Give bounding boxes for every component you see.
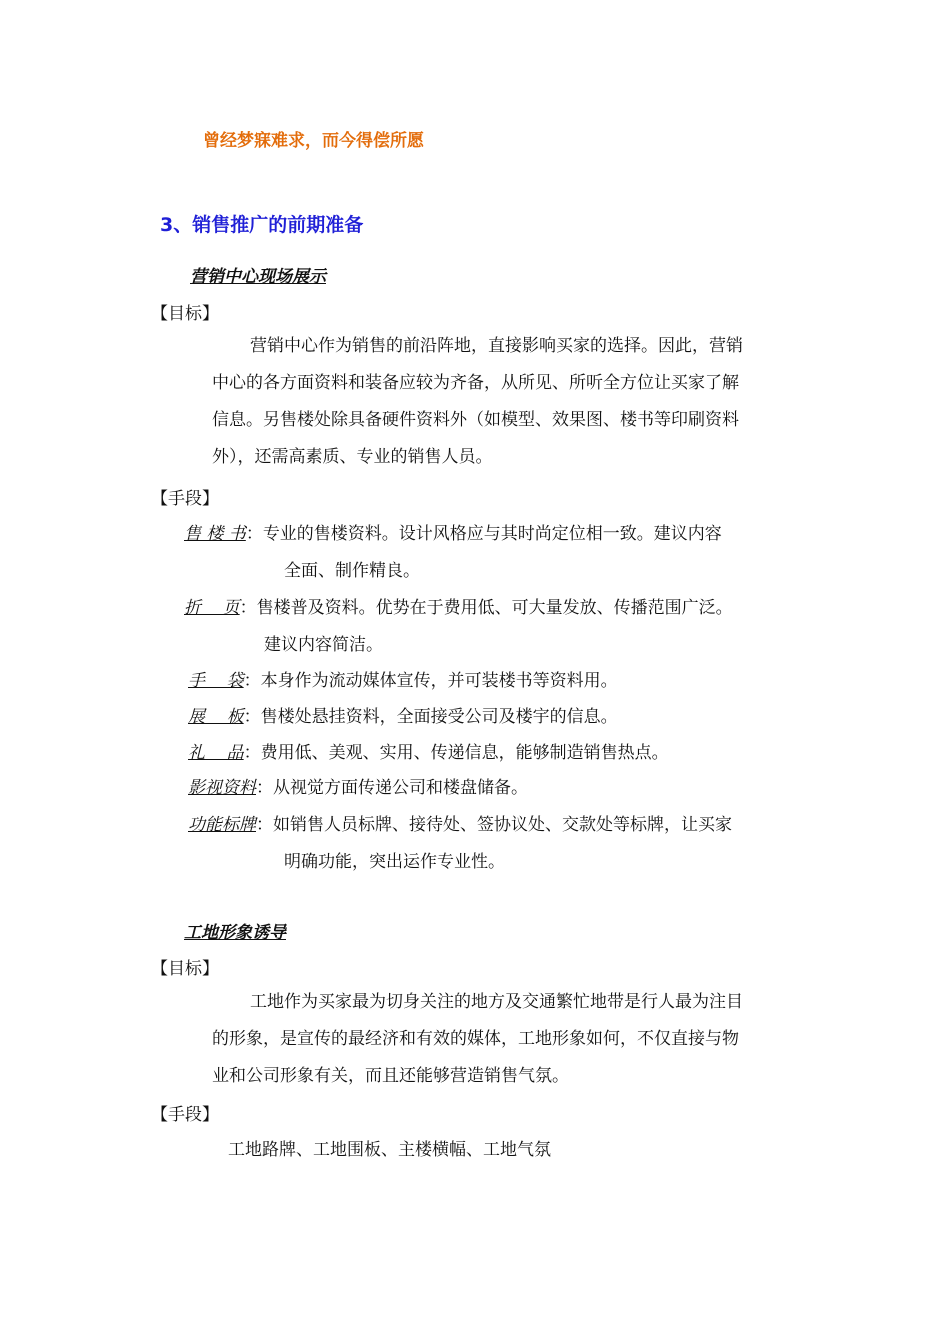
- site-image-goal-line-2: 的形象，是宣传的最经济和有效的媒体，工地形象如何，不仅直接与物: [212, 1029, 739, 1049]
- means-desc: 本身作为流动媒体宣传，并可装楼书等资料用。: [260, 671, 618, 691]
- means-term: 售 楼 书: [184, 524, 246, 544]
- section-heading: 3、销售推广的前期准备: [160, 214, 364, 236]
- means-desc-cont: 全面、制作精良。: [284, 561, 420, 581]
- means-term: 影视资料: [188, 778, 256, 798]
- slogan: 曾经梦寐难求，而今得偿所愿: [203, 131, 424, 151]
- means-item-video: 影视资料：从视觉方面传递公司和楼盘储备。: [188, 778, 528, 798]
- means-desc: 专业的售楼资料。设计风格应与其时尚定位相一致。建议内容: [262, 524, 722, 544]
- means-desc-cont: 建议内容简洁。: [264, 635, 383, 655]
- means-desc-cont: 明确功能，突出运作专业性。: [284, 852, 505, 872]
- site-image-means-text: 工地路牌、工地围板、主楼横幅、工地气氛: [228, 1140, 551, 1160]
- sales-center-means-label: 【手段】: [151, 489, 219, 509]
- means-item-brochure: 售 楼 书：专业的售楼资料。设计风格应与其时尚定位相一致。建议内容: [184, 524, 722, 544]
- means-item-handbag: 手 袋：本身作为流动媒体宣传，并可装楼书等资料用。: [188, 671, 618, 691]
- sales-center-title: 营销中心现场展示: [190, 267, 326, 287]
- means-desc: 如销售人员标牌、接待处、签协议处、交款处等标牌，让买家: [273, 815, 732, 835]
- means-item-display-board: 展 板：售楼处悬挂资料，全面接受公司及楼宇的信息。: [188, 707, 618, 727]
- sales-center-goal-label: 【目标】: [151, 304, 219, 324]
- means-desc: 售楼处悬挂资料，全面接受公司及楼宇的信息。: [260, 707, 618, 727]
- means-item-signage: 功能标牌：如销售人员标牌、接待处、签协议处、交款处等标牌，让买家: [188, 815, 732, 835]
- site-image-means-label: 【手段】: [151, 1105, 219, 1125]
- sales-center-goal-line-1: 营销中心作为销售的前沿阵地，直接影响买家的选择。因此，营销: [250, 336, 743, 356]
- means-item-gift: 礼 品：费用低、美观、实用、传递信息，能够制造销售热点。: [188, 743, 669, 763]
- means-term: 功能标牌: [188, 815, 256, 835]
- means-desc: 售楼普及资料。优势在于费用低、可大量发放、传播范围广泛。: [256, 598, 733, 618]
- means-item-leaflet: 折 页：售楼普及资料。优势在于费用低、可大量发放、传播范围广泛。: [184, 598, 733, 618]
- sales-center-goal-line-2: 中心的各方面资料和装备应较为齐备，从所见、所听全方位让买家了解: [212, 373, 739, 393]
- site-image-goal-label: 【目标】: [151, 959, 219, 979]
- sales-center-goal-line-3: 信息。另售楼处除具备硬件资料外（如模型、效果图、楼书等印刷资料: [212, 410, 739, 430]
- sales-center-goal-line-4: 外），还需高素质、专业的销售人员。: [212, 447, 493, 467]
- site-image-goal-line-3: 业和公司形象有关，而且还能够营造销售气氛。: [212, 1066, 569, 1086]
- means-term: 手 袋: [188, 671, 244, 691]
- means-desc: 费用低、美观、实用、传递信息，能够制造销售热点。: [260, 743, 669, 763]
- means-term: 礼 品: [188, 743, 244, 763]
- site-image-title: 工地形象诱导: [184, 923, 286, 943]
- site-image-goal-line-1: 工地作为买家最为切身关注的地方及交通繁忙地带是行人最为注目: [250, 992, 743, 1012]
- means-term: 折 页: [184, 598, 240, 618]
- means-term: 展 板: [188, 707, 244, 727]
- means-desc: 从视觉方面传递公司和楼盘储备。: [273, 778, 528, 798]
